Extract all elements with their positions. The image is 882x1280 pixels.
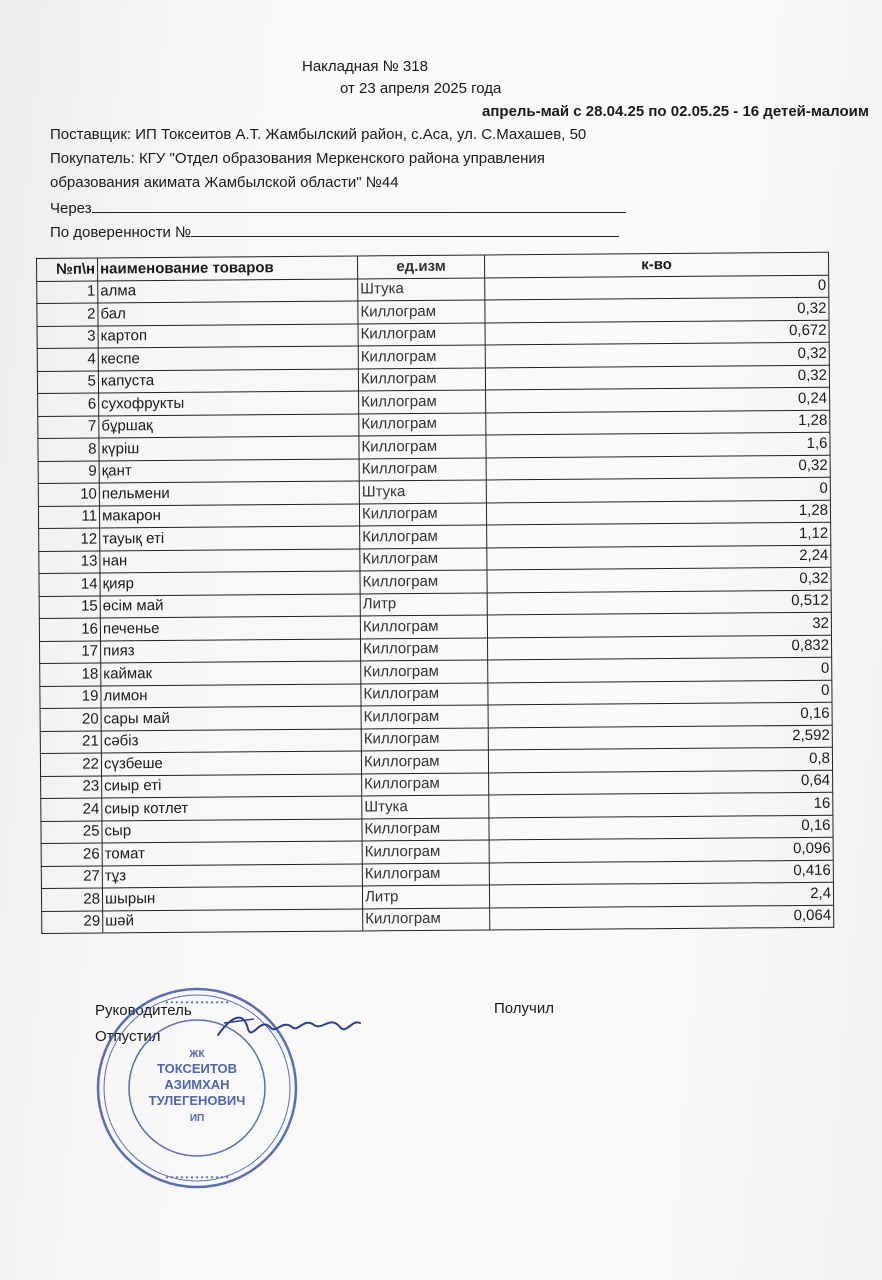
row-unit: Киллограм xyxy=(358,300,485,323)
row-unit: Киллограм xyxy=(361,682,488,705)
proxy-field xyxy=(50,222,619,241)
row-item-name: шәй xyxy=(103,908,363,933)
row-quantity: 0,672 xyxy=(485,320,829,345)
row-unit: Киллограм xyxy=(359,457,486,480)
row-item-name: макарон xyxy=(99,503,359,528)
row-quantity: 0,24 xyxy=(486,387,830,412)
row-number: 5 xyxy=(37,371,98,394)
row-item-name: сәбіз xyxy=(101,728,361,753)
row-unit: Киллограм xyxy=(361,705,488,728)
row-number: 16 xyxy=(39,618,100,641)
row-number: 29 xyxy=(42,910,103,933)
row-unit: Киллограм xyxy=(362,862,489,885)
received-signature-label: Получил xyxy=(494,1000,554,1017)
row-number: 19 xyxy=(40,686,101,709)
row-number: 26 xyxy=(41,843,102,866)
row-item-name: печенье xyxy=(100,616,360,641)
row-unit: Киллограм xyxy=(358,345,485,368)
stamp-line-2: ТОКСЕИТОВ xyxy=(156,1061,238,1076)
row-quantity: 32 xyxy=(487,612,831,637)
row-unit: Киллограм xyxy=(359,435,486,458)
row-quantity: 0,096 xyxy=(489,837,833,862)
header-quantity: к-во xyxy=(484,252,828,277)
table-body xyxy=(37,275,834,934)
row-item-name: тұз xyxy=(102,863,362,888)
row-number: 14 xyxy=(39,573,100,596)
via-label: Через xyxy=(50,200,92,217)
row-number: 24 xyxy=(41,798,102,821)
row-unit: Киллограм xyxy=(361,750,488,773)
stamp-line-3: АЗИМХАН xyxy=(164,1077,230,1092)
row-quantity: 0,32 xyxy=(485,342,829,367)
row-quantity: 1,28 xyxy=(486,500,830,525)
row-item-name: тауық еті xyxy=(100,526,360,551)
row-unit: Киллограм xyxy=(360,615,487,638)
row-item-name: қияр xyxy=(100,571,360,596)
row-number: 4 xyxy=(37,348,98,371)
row-number: 23 xyxy=(41,776,102,799)
row-unit: Киллограм xyxy=(360,570,487,593)
row-number: 2 xyxy=(37,303,98,326)
row-number: 21 xyxy=(40,731,101,754)
released-signature-label: Отпустил xyxy=(95,1028,161,1045)
head-signature-label: Руководитель xyxy=(95,1002,192,1019)
row-unit: Литр xyxy=(360,592,487,615)
row-unit: Киллограм xyxy=(360,637,487,660)
row-item-name: пельмени xyxy=(99,481,359,506)
row-unit: Штука xyxy=(358,277,485,300)
row-item-name: сүзбеше xyxy=(101,751,361,776)
row-number: 11 xyxy=(38,506,99,529)
row-unit: Киллограм xyxy=(358,322,485,345)
table-row xyxy=(42,905,834,934)
row-number: 8 xyxy=(38,438,99,461)
row-number: 22 xyxy=(40,753,101,776)
buyer-line-2: образования акимата Жамбылской области" №44 xyxy=(50,174,399,191)
row-quantity: 0,32 xyxy=(485,297,829,322)
row-unit: Киллограм xyxy=(359,412,486,435)
row-quantity: 0,32 xyxy=(486,455,830,480)
supplier-line: Поставщик: ИП Токсеитов А.Т. Жамбылский район, с.Аса, ул. С.Махашев, 50 xyxy=(50,126,587,143)
row-item-name: өсім май xyxy=(100,593,360,618)
row-quantity: 0,32 xyxy=(487,567,831,592)
row-quantity: 0,16 xyxy=(488,702,832,727)
row-number: 20 xyxy=(40,708,101,731)
row-quantity: 1,6 xyxy=(486,432,830,457)
row-item-name: каймак xyxy=(101,661,361,686)
row-number: 13 xyxy=(39,551,100,574)
row-number: 1 xyxy=(37,281,98,304)
header-unit: ед.изм xyxy=(357,255,484,278)
row-item-name: картоп xyxy=(98,323,358,348)
row-number: 6 xyxy=(38,393,99,416)
row-unit: Киллограм xyxy=(361,660,488,683)
row-quantity: 0,416 xyxy=(489,860,833,885)
row-quantity: 0,16 xyxy=(489,815,833,840)
buyer-line-1: Покупатель: КГУ "Отдел образования Меркенского района управления xyxy=(50,150,545,167)
row-quantity: 1,28 xyxy=(486,410,830,435)
row-item-name: бал xyxy=(98,301,358,326)
row-unit: Киллограм xyxy=(360,525,487,548)
svg-text:• • • • • • • • • • • • •: • • • • • • • • • • • • • xyxy=(165,1173,229,1182)
row-item-name: нан xyxy=(100,548,360,573)
row-item-name: пияз xyxy=(101,638,361,663)
invoice-date: от 23 апреля 2025 года xyxy=(340,80,502,97)
row-quantity: 0 xyxy=(486,477,830,502)
stamp-line-1: ЖК xyxy=(189,1049,205,1060)
row-number: 12 xyxy=(39,528,100,551)
row-number: 10 xyxy=(38,483,99,506)
row-quantity: 0,64 xyxy=(489,770,833,795)
row-number: 18 xyxy=(40,663,101,686)
row-item-name: сухофрукты xyxy=(99,391,359,416)
header-name: наименование товаров xyxy=(98,256,358,281)
row-item-name: шырын xyxy=(102,886,362,911)
row-quantity: 2,592 xyxy=(488,725,832,750)
row-item-name: бұршақ xyxy=(99,413,359,438)
row-unit: Киллограм xyxy=(359,502,486,525)
handwritten-signature xyxy=(214,1005,364,1050)
invoice-title: Накладная № 318 xyxy=(302,58,428,75)
header-number: №п\н xyxy=(37,258,98,281)
row-unit: Штука xyxy=(362,795,489,818)
row-unit: Киллограм xyxy=(362,840,489,863)
row-item-name: сыр xyxy=(102,818,362,843)
row-unit: Киллограм xyxy=(358,367,485,390)
row-unit: Киллограм xyxy=(359,390,486,413)
row-number: 17 xyxy=(40,641,101,664)
row-item-name: күріш xyxy=(99,436,359,461)
goods-table xyxy=(36,252,834,934)
via-underline xyxy=(92,198,626,213)
row-item-name: кеспе xyxy=(98,346,358,371)
row-item-name: сиыр котлет xyxy=(102,796,362,821)
row-number: 9 xyxy=(38,461,99,484)
row-number: 3 xyxy=(37,326,98,349)
row-unit: Киллограм xyxy=(360,547,487,570)
proxy-underline xyxy=(191,222,619,237)
row-item-name: лимон xyxy=(101,683,361,708)
stamp-ring-text: • • • • • • • • • • • • • xyxy=(165,998,229,1007)
row-item-name: қант xyxy=(99,458,359,483)
row-unit: Киллограм xyxy=(362,817,489,840)
row-quantity: 0,8 xyxy=(488,747,832,772)
row-item-name: капуста xyxy=(98,368,358,393)
row-number: 27 xyxy=(41,865,102,888)
row-unit: Штука xyxy=(359,480,486,503)
row-quantity: 0,064 xyxy=(490,905,834,930)
row-quantity: 0 xyxy=(488,680,832,705)
row-quantity: 0,832 xyxy=(487,635,831,660)
invoice-period: апрель-май с 28.04.25 по 02.05.25 - 16 детей-малоим xyxy=(482,103,869,120)
row-unit: Киллограм xyxy=(363,907,490,930)
row-unit: Киллограм xyxy=(361,727,488,750)
row-quantity: 0 xyxy=(485,275,829,300)
row-item-name: томат xyxy=(102,841,362,866)
stamp-line-5: ИП xyxy=(189,1113,205,1124)
row-quantity: 2,24 xyxy=(487,545,831,570)
row-number: 7 xyxy=(38,416,99,439)
row-item-name: сары май xyxy=(101,706,361,731)
row-unit: Литр xyxy=(362,885,489,908)
row-quantity: 0,32 xyxy=(485,365,829,390)
row-quantity: 1,12 xyxy=(487,522,831,547)
via-field xyxy=(50,198,626,217)
row-quantity: 0 xyxy=(488,657,832,682)
row-quantity: 0,512 xyxy=(487,590,831,615)
row-item-name: алма xyxy=(98,278,358,303)
row-quantity: 2,4 xyxy=(489,882,833,907)
row-quantity: 16 xyxy=(489,792,833,817)
row-number: 28 xyxy=(41,888,102,911)
row-number: 25 xyxy=(41,820,102,843)
stamp-line-4: ТУЛЕГЕНОВИЧ xyxy=(148,1093,246,1108)
row-item-name: сиыр еті xyxy=(102,773,362,798)
proxy-label: По доверенности № xyxy=(50,224,192,241)
row-number: 15 xyxy=(39,596,100,619)
row-unit: Киллограм xyxy=(362,772,489,795)
